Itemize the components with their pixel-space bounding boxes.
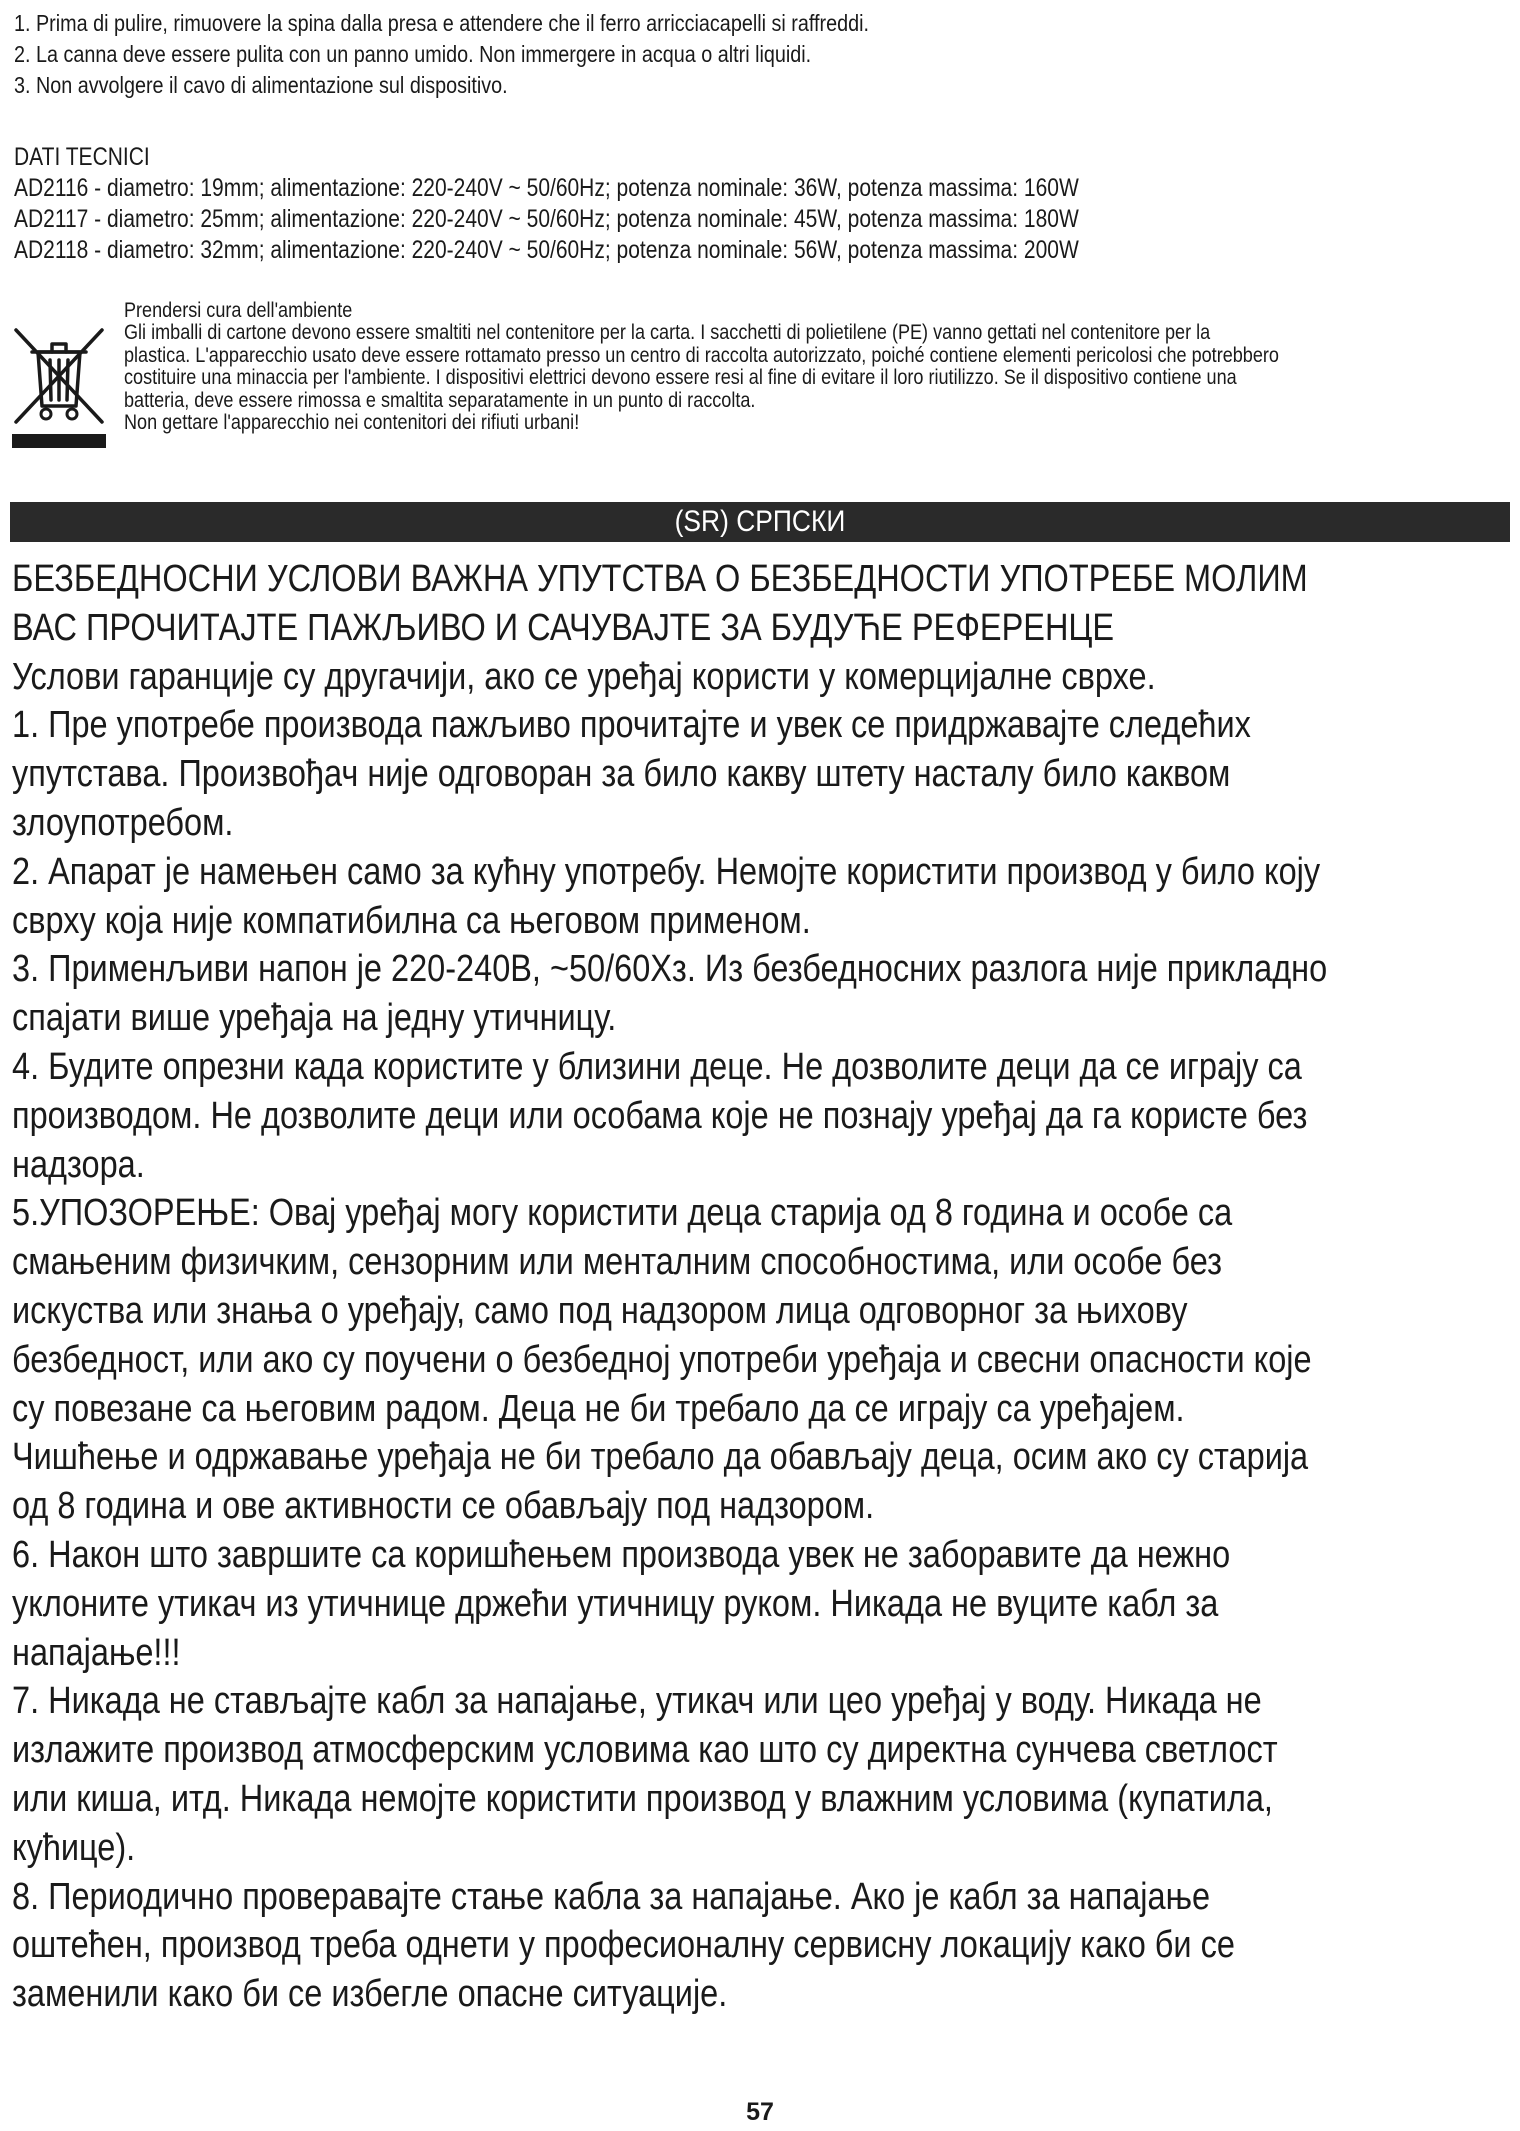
technical-data-line: AD2118 - diametro: 32mm; alimentazione: 220-240V ~ 50/60Hz; potenza nominale: 56W, potenza massima: 200W: [14, 236, 1079, 264]
safety-line: 2. Апарат је намењен само за кућну употребу. Немојте користити производ у било коју: [12, 850, 1321, 893]
safety-line: сврху која није компатибилна са његовом применом.: [12, 899, 811, 942]
safety-line: смањеним физичким, сензорним или менталним способностима, или особе без: [12, 1241, 1222, 1284]
environment-line: plastica. L'apparecchio usato deve essere rottamato presso un centro di raccolta autorizzato, poiché contiene elementi pericolosi che potrebbero: [124, 343, 1279, 367]
safety-line: искуства или знања о уређају, само под надзором лица одговорног за њихову: [12, 1289, 1188, 1332]
safety-line: злоупотребом.: [12, 801, 234, 844]
cleaning-instructions: [14, 8, 1504, 101]
weee-crossed-bin-icon: [8, 322, 110, 454]
safety-line: 1. Пре употребе производа пажљиво прочитајте и увек се придржавајте следећих: [12, 704, 1251, 747]
safety-line: уклоните утикач из утичнице држећи утичницу руком. Никада не вуците кабл за: [12, 1582, 1219, 1625]
safety-line: 3. Применљиви напон је 220-240В, ~50/60Хз. Из безбедносних разлога није прикладно: [12, 948, 1328, 991]
safety-line: оштећен, производ треба однети у професионалну сервисну локацију како би се: [12, 1924, 1235, 1967]
safety-line: безбедност, или ако су поучени о безбедној употреби уређаја и свесни опасности које: [12, 1338, 1312, 1381]
safety-line: од 8 година и ове активности се обављају под надзором.: [12, 1485, 875, 1528]
cleaning-line: 3. Non avvolgere il cavo di alimentazione sul dispositivo.: [14, 72, 508, 98]
technical-data-line: AD2116 - diametro: 19mm; alimentazione: 220-240V ~ 50/60Hz; potenza nominale: 36W, potenza massima: 160W: [14, 174, 1079, 202]
technical-data: [14, 142, 1504, 266]
language-section-header: [10, 502, 1510, 542]
safety-heading: БЕЗБЕДНОСНИ УСЛОВИ ВАЖНА УПУТСТВА О БЕЗБЕДНОСТИ УПОТРЕБЕ МОЛИМ: [12, 558, 1308, 600]
safety-line: упутстава. Произвођач није одговоран за било какву штету насталу било каквом: [12, 753, 1231, 796]
environment-line: costituire una minaccia per l'ambiente. I dispositivi elettrici devono essere resi al fine di evitare il loro riutilizzo. Se il dispositivo contiene una: [124, 366, 1237, 390]
environment-line: batteria, deve essere rimossa e smaltita separatamente in un punto di raccolta.: [124, 388, 756, 412]
safety-line: кућице).: [12, 1826, 136, 1869]
safety-line: 7. Никада не стављајте кабл за напајање, утикач или цео уређај у воду. Никада не: [12, 1680, 1262, 1723]
environment-line: Gli imballi di cartone devono essere smaltiti nel contenitore per la carta. I sacchetti di polietilene (PE) vanno gettati nel contenitore per la: [124, 321, 1211, 345]
safety-line: 5.УПОЗОРЕЊЕ: Овај уређај могу користити деца старија од 8 година и особе са: [12, 1192, 1233, 1235]
safety-line: напајање!!!: [12, 1631, 181, 1674]
safety-line: спајати више уређаја на једну утичницу.: [12, 997, 617, 1040]
cleaning-line: 2. La canna deve essere pulita con un panno umido. Non immergere in acqua o altri liquidi.: [14, 41, 812, 67]
technical-data-heading: DATI TECNICI: [14, 143, 150, 171]
technical-data-line: AD2117 - diametro: 25mm; alimentazione: 220-240V ~ 50/60Hz; potenza nominale: 45W, potenza massima: 180W: [14, 205, 1079, 233]
cleaning-line: 1. Prima di pulire, rimuovere la spina dalla presa e attendere che il ferro arricciacapelli si raffreddi.: [14, 10, 869, 36]
safety-line: 6. Након што завршите са коришћењем производа увек не заборавите да нежно: [12, 1533, 1231, 1576]
page-number: 57: [746, 2098, 774, 2126]
safety-line: Услови гаранције су другачији, ако се уређај користи у комерцијалне сврхе.: [12, 655, 1156, 698]
environment-text: [124, 300, 1514, 434]
safety-line: надзора.: [12, 1143, 145, 1186]
safety-instructions: [12, 555, 1512, 2019]
safety-line: производом. Не дозволите деци или особама које не познају уређај да га користе без: [12, 1094, 1308, 1137]
safety-line: 8. Периодично проверавајте стање кабла за напајање. Ако је кабл за напајање: [12, 1875, 1211, 1918]
environment-line: Non gettare l'apparecchio nei contenitori dei rifiuti urbani!: [124, 411, 580, 435]
safety-line: су повезане са његовим радом. Деца не би требало да се играју са уређајем.: [12, 1387, 1185, 1430]
safety-line: излажите производ атмосферским условима као што су директна сунчева светлост: [12, 1729, 1278, 1772]
environment-heading: Prendersi cura dell'ambiente: [124, 299, 353, 322]
safety-line: или киша, итд. Никада немојте користити производ у влажним условима (купатила,: [12, 1777, 1273, 1820]
language-section-title: (SR) СРПСКИ: [674, 505, 846, 538]
safety-line: Чишћење и одржавање уређаја не би требало да обављају деца, осим ако су старија: [12, 1436, 1309, 1479]
environment-notice: [8, 300, 1508, 460]
safety-line: заменили како би се избегле опасне ситуације.: [12, 1973, 728, 2016]
safety-heading: ВАС ПРОЧИТАЈТЕ ПАЖЉИВО И САЧУВАЈТЕ ЗА БУДУЋЕ РЕФЕРЕНЦЕ: [12, 606, 1115, 649]
safety-line: 4. Будите опрезни када користите у близини деце. Не дозволите деци да се играју са: [12, 1045, 1302, 1088]
